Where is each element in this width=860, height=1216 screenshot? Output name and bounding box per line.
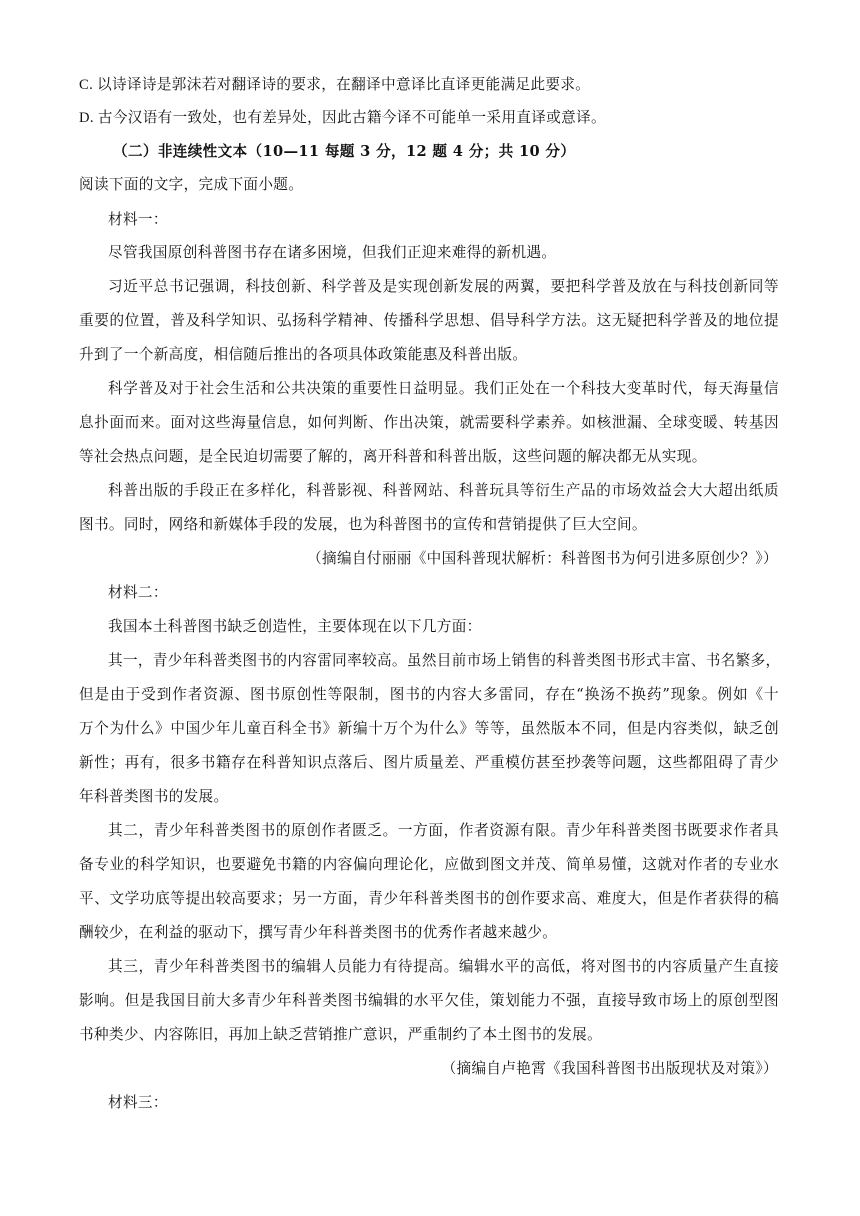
material2-paragraph-line: 书种类少、内容陈旧，再加上缺乏营销推广意识，严重制约了本土图书的发展。 xyxy=(79,1026,603,1043)
section-heading: （二）非连续性文本（10—11 每题 3 分，12 题 4 分；共 10 分） xyxy=(113,143,576,160)
material1-label: 材料一： xyxy=(108,211,168,228)
section-instruction: 阅读下面的文字，完成下面小题。 xyxy=(79,176,304,193)
material1-paragraph-line: 重要的位置，普及科学知识、弘扬科学精神、传播科学思想、倡导科学方法。这无疑把科学普及的地位提 xyxy=(79,312,779,329)
material2-paragraph-line: 新性；再有，很多书籍存在科普知识点落后、图片质量差、严重模仿甚至抄袭等问题，这些都阻碍了青少 xyxy=(79,754,779,771)
material2-paragraph-line: 平、文学功底等提出较高要求；另一方面，青少年科普类图书的创作要求高、难度大，但是作者获得的稿 xyxy=(79,890,779,907)
material2-paragraph-line: 但是由于受到作者资源、图书原创性等限制，图书的内容大多雷同，存在“换汤不换药”现象。例如《十 xyxy=(79,686,779,703)
material2-label: 材料二： xyxy=(108,584,168,601)
material2-paragraph-line: 酬较少，在利益的驱动下，撰写青少年科普类图书的优秀作者越来越少。 xyxy=(79,924,558,941)
material1-paragraph-line: 尽管我国原创科普图书存在诸多困境，但我们正迎来难得的新机遇。 xyxy=(108,244,557,261)
material1-paragraph-line: 科学普及对于社会生活和公共决策的重要性日益明显。我们正处在一个科技大变革时代，每天海量信 xyxy=(108,380,779,397)
material1-paragraph-line: 图书。同时，网络和新媒体手段的发展，也为科普图书的宣传和营销提供了巨大空间。 xyxy=(79,516,647,533)
material2-paragraph-line: 年科普类图书的发展。 xyxy=(79,788,229,805)
material1-paragraph-line: 科普出版的手段正在多样化，科普影视、科普网站、科普玩具等衍生产品的市场效益会大大超出纸质 xyxy=(108,482,779,499)
material2-paragraph-line: 其二，青少年科普类图书的原创作者匮乏。一方面，作者资源有限。青少年科普类图书既要求作者具 xyxy=(108,822,779,839)
material2-paragraph-line: 万个为什么》中国少年儿童百科全书》新编十万个为什么》等等，虽然版本不同，但是内容类似，缺乏创 xyxy=(79,720,779,737)
material2-paragraph-line: 备专业的科学知识，也要避免书籍的内容偏向理论化，应做到图文并茂、简单易懂，这就对作者的专业水 xyxy=(79,856,779,873)
material2-paragraph-line: 其三，青少年科普类图书的编辑人员能力有待提高。编辑水平的高低，将对图书的内容质量产生直接 xyxy=(108,958,779,975)
material2-paragraph-line: 我国本土科普图书缺乏创造性，主要体现在以下几方面： xyxy=(108,618,482,635)
material1-paragraph-line: 习近平总书记强调，科技创新、科学普及是实现创新发展的两翼，要把科学普及放在与科技创新同等 xyxy=(108,278,779,295)
material2-paragraph-line: 其一，青少年科普类图书的内容雷同率较高。虽然目前市场上销售的科普类图书形式丰富、书名繁多， xyxy=(108,652,781,669)
option-c: C. 以诗译诗是郭沫若对翻译诗的要求，在翻译中意译比直译更能满足此要求。 xyxy=(79,77,591,93)
material2-source: （摘编自卢艳霄《我国科普图书出版现状及对策》） xyxy=(441,1060,778,1077)
material2-paragraph-line: 影响。但是我国目前大多青少年科普类图书编辑的水平欠佳，策划能力不强，直接导致市场上的原创型图 xyxy=(79,992,779,1009)
material1-paragraph-line: 息扑面而来。面对这些海量信息，如何判断、作出决策，就需要科学素养。如核泄漏、全球变暖、转基因 xyxy=(79,414,779,431)
material1-paragraph-line: 等社会热点问题，是全民迫切需要了解的，离开科普和科普出版，这些问题的解决都无从实现。 xyxy=(79,448,707,465)
material1-paragraph-line: 升到了一个新高度，相信随后推出的各项具体政策能惠及科普出版。 xyxy=(79,346,528,363)
material3-label: 材料三： xyxy=(108,1094,168,1111)
material1-source: （摘编自付丽丽《中国科普现状解析：科普图书为何引进多原创少？》） xyxy=(307,550,778,567)
option-d: D. 古今汉语有一致处，也有差异处，因此古籍今译不可能单一采用直译或意译。 xyxy=(79,110,606,126)
